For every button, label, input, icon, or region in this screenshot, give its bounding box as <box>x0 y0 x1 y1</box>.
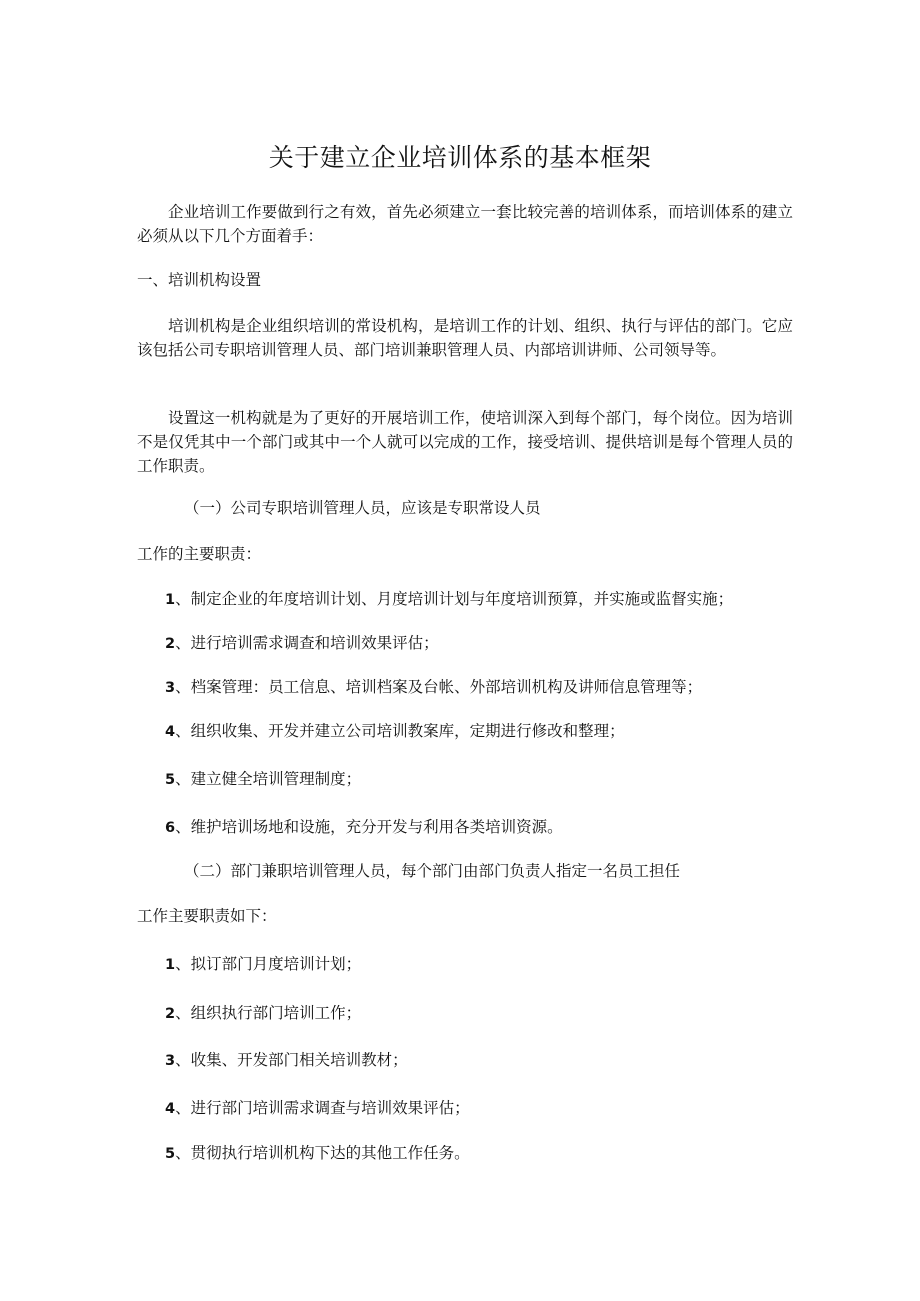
list-item-text: 、贯彻执行培训机构下达的其他工作任务。 <box>175 1144 470 1162</box>
list-item-number: 6 <box>165 820 176 836</box>
document-title: 关于建立企业培训体系的基本框架 <box>268 143 652 172</box>
list-item <box>165 1096 865 1121</box>
list-item-number: 3 <box>165 680 176 696</box>
list-item-text: 、收集、开发部门相关培训教材； <box>175 1051 408 1069</box>
list-item <box>165 767 865 792</box>
sub1-duties-label: 工作的主要职责： <box>137 545 262 563</box>
list-item <box>165 719 865 744</box>
list-item-text: 、拟订部门月度培训计划； <box>175 955 362 973</box>
list-item-text: 、进行培训需求调查和培训效果评估； <box>175 634 439 652</box>
paragraph-purpose: 设置这一机构就是为了更好的开展培训工作，使培训深入到每个部门，每个岗位。因为培训不是仅凭其中一个部门或其中一个人就可以完成的工作，接受培训、提供培训是每个管理人员的工作职责。 <box>137 409 793 475</box>
list-item-text: 、组织收集、开发并建立公司培训教案库，定期进行修改和整理； <box>175 722 625 740</box>
list-item-text: 、进行部门培训需求调查与培训效果评估； <box>175 1099 470 1117</box>
list-item <box>165 1001 865 1026</box>
list-item-number: 4 <box>165 1101 176 1117</box>
sub2-duties-label: 工作主要职责如下： <box>137 907 277 925</box>
list-item-number: 2 <box>165 1006 176 1022</box>
list-item-number: 4 <box>165 724 176 740</box>
list-item-number: 1 <box>165 592 176 608</box>
list-item-number: 5 <box>165 772 176 788</box>
list-item-text: 、维护培训场地和设施，充分开发与利用各类培训资源。 <box>175 818 563 836</box>
list-item <box>165 1141 865 1166</box>
list-item-number: 3 <box>165 1053 176 1069</box>
list-item <box>165 815 865 840</box>
list-item-text: 、建立健全培训管理制度； <box>175 770 362 788</box>
list-item <box>165 675 865 700</box>
sub2-heading: （二）部门兼职培训管理人员，每个部门由部门负责人指定一名员工担任 <box>184 862 681 880</box>
intro-paragraph: 企业培训工作要做到行之有效，首先必须建立一套比较完善的培训体系，而培训体系的建立必须从以下几个方面着手： <box>137 203 793 245</box>
sub1-heading: （一）公司专职培训管理人员，应该是专职常设人员 <box>184 499 541 517</box>
list-item-text: 、制定企业的年度培训计划、月度培训计划与年度培训预算，并实施或监督实施； <box>175 590 734 608</box>
list-item-text: 、组织执行部门培训工作； <box>175 1004 362 1022</box>
list-item-text: 、档案管理：员工信息、培训档案及台帐、外部培训机构及讲师信息管理等； <box>175 678 703 696</box>
list-item-number: 2 <box>165 636 176 652</box>
section1-heading: 一、培训机构设置 <box>137 271 262 289</box>
list-item-number: 5 <box>165 1146 176 1162</box>
list-item <box>165 1048 865 1073</box>
list-item <box>165 952 865 977</box>
list-item <box>165 587 865 612</box>
list-item-number: 1 <box>165 957 176 973</box>
paragraph-training-organization: 培训机构是企业组织培训的常设机构，是培训工作的计划、组织、执行与评估的部门。它应该包括公司专职培训管理人员、部门培训兼职管理人员、内部培训讲师、公司领导等。 <box>137 317 793 359</box>
list-item <box>165 631 865 656</box>
